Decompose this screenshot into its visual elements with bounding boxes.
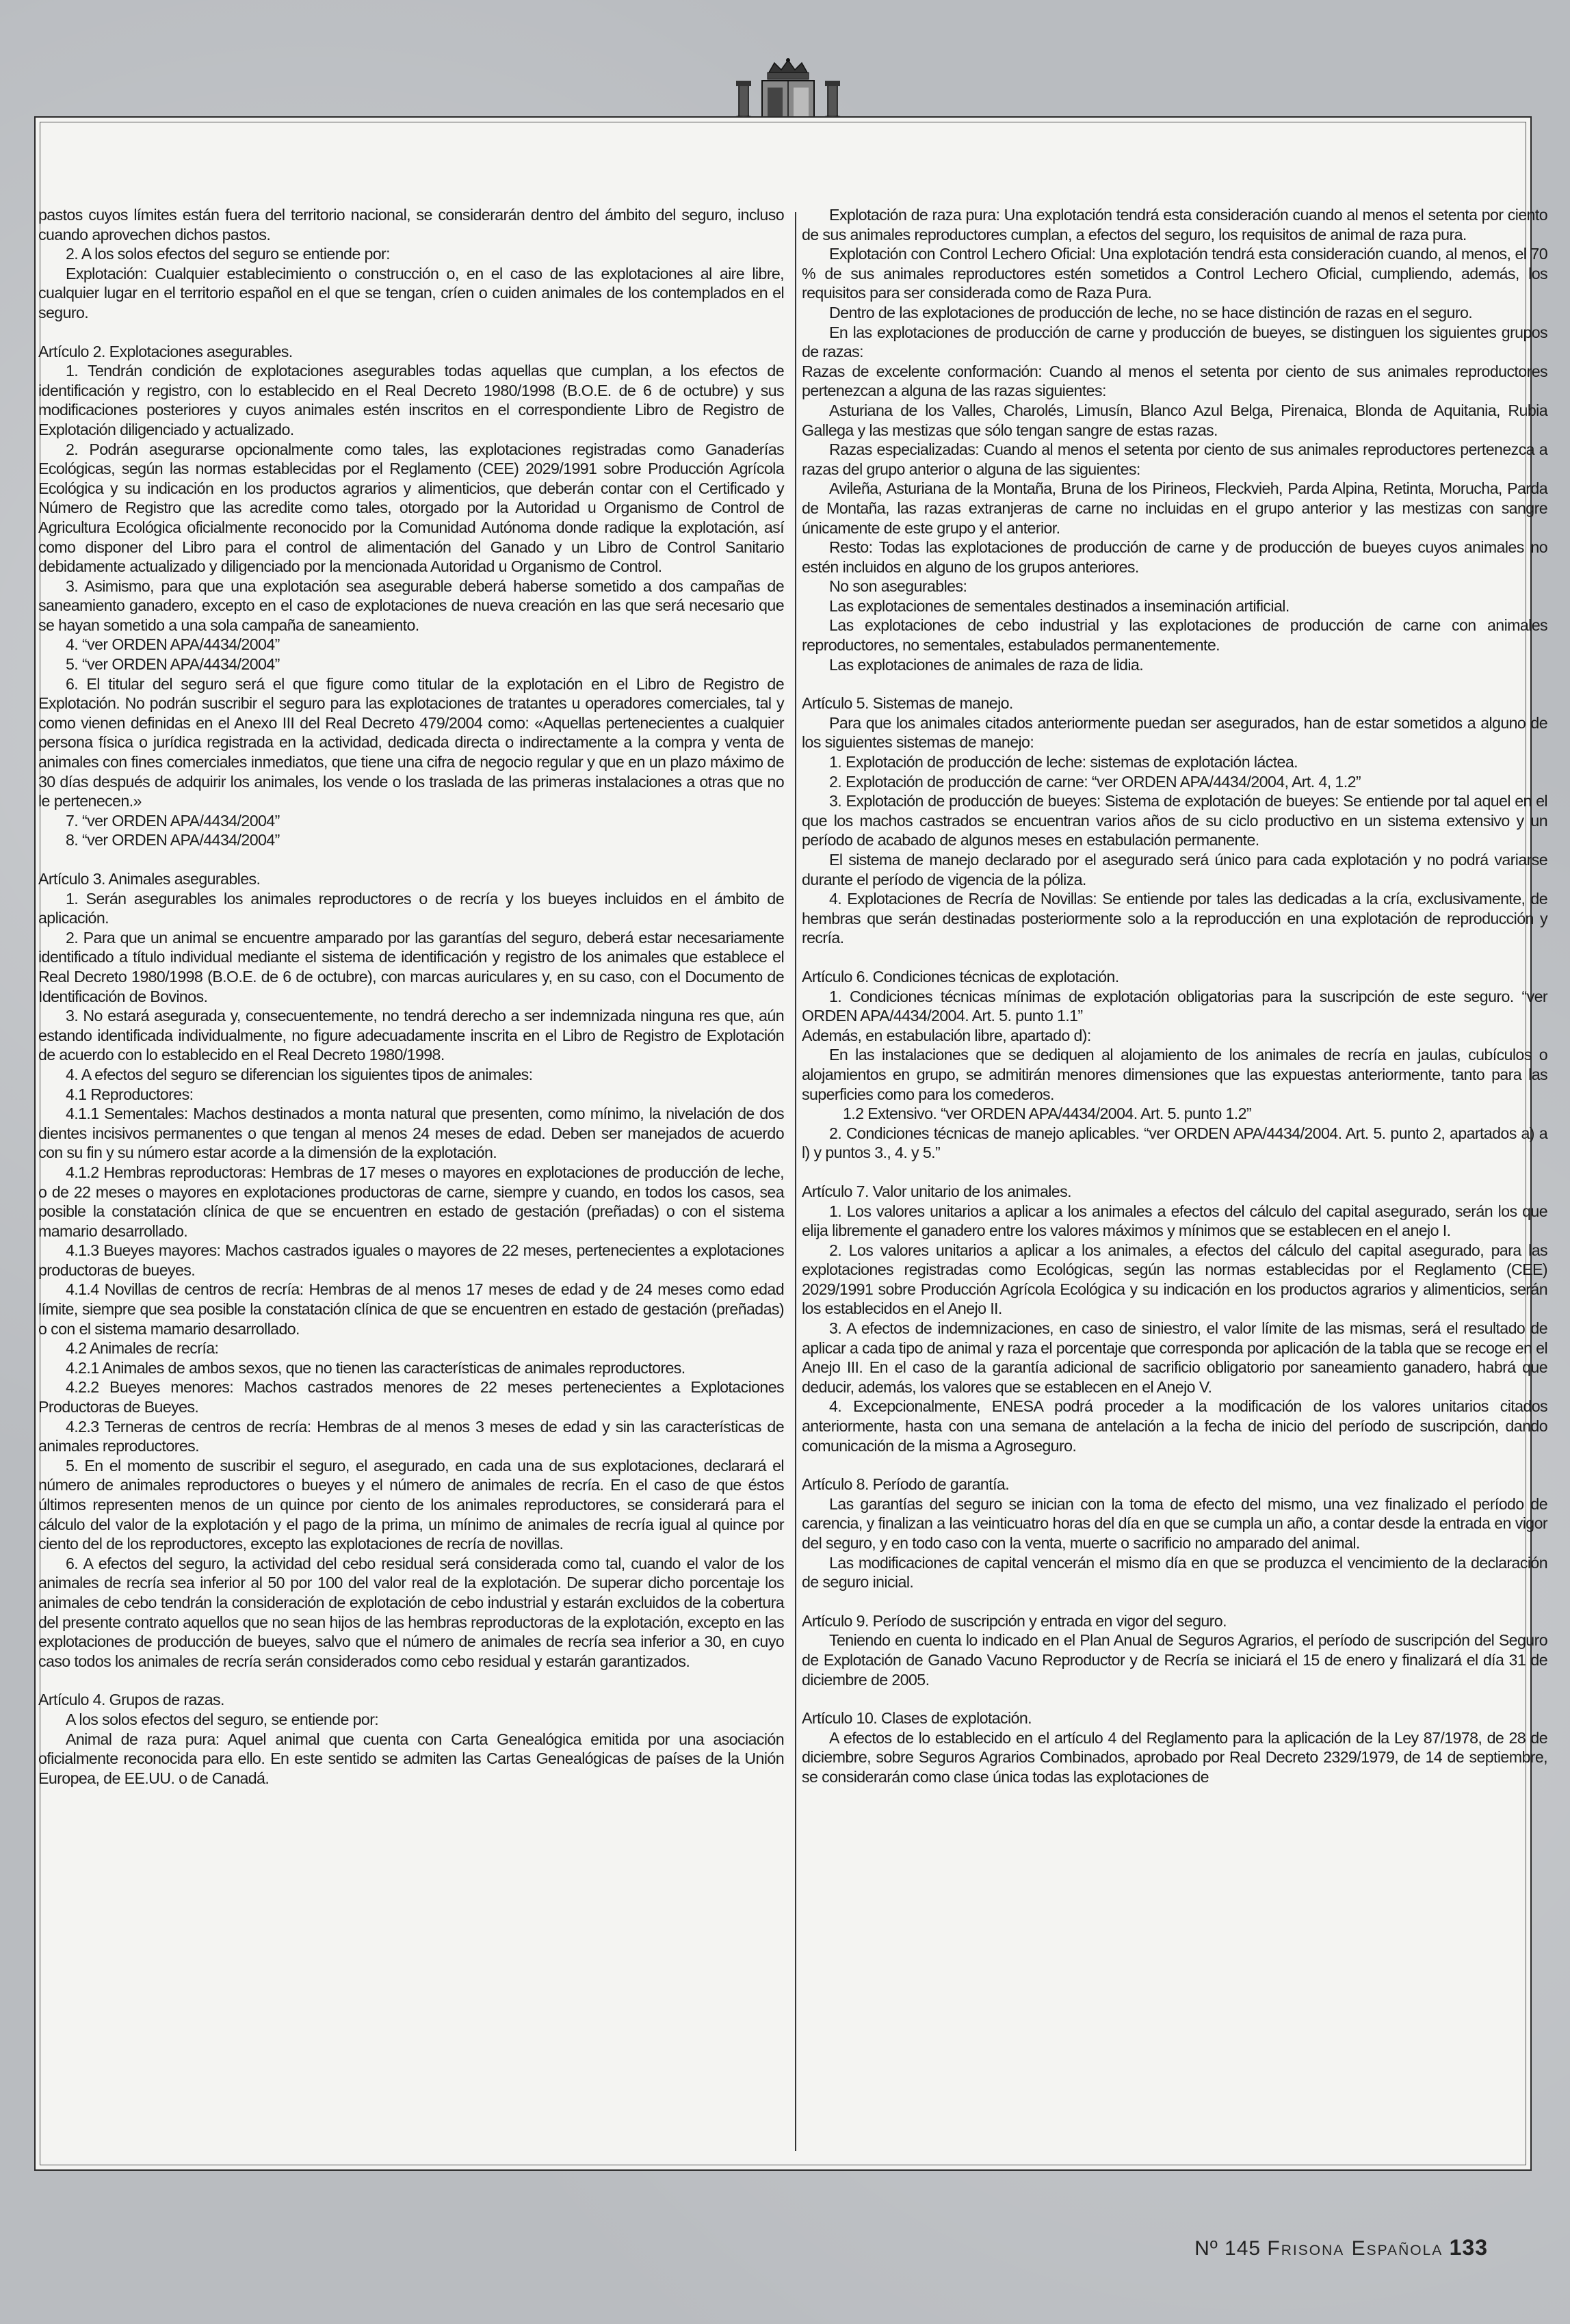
paragraph: 4.1.4 Novillas de centros de recría: Hembras de al menos 17 meses de edad y de 24 meses como edad límite, siempre que sea posible la constatación clínica de que se encuentren en estado de gestación (preñadas) o con el sistema mamario desarrollado. [38, 1280, 784, 1338]
paragraph: Razas de excelente conformación: Cuando al menos el setenta por ciento de sus animales reproductores pertenezcan a alguna de las razas siguientes: [802, 362, 1547, 400]
paragraph: Asturiana de los Valles, Charolés, Limusín, Blanco Azul Belga, Pirenaica, Blonda de Aquitania, Rubia Gallega y las mestizas que sólo tengan sangre de estas razas. [802, 401, 1547, 439]
paragraph: 2. Podrán asegurarse opcionalmente como tales, las explotaciones registradas como Ganaderías Ecológicas, según las normas establecidas por el Reglamento (CEE) 2029/1991 sobre Producción Agrícola Ecológica y su indicación en los productos agrarios y alimenticios, que deberán contar con el Certificado y Número de Registro que las acredite como tales, otorgado por la Autoridad u Organismo de Control de Agricultura Ecológica oficialmente reconocido por la Comunidad Autónoma donde radique la explotación, así como disponer del Libro para el control de alimentación del Ganado y un Libro de Control Sanitario debidamente actualizado y diligenciado por la mencionada Autoridad u Organismo de Control. [38, 440, 784, 576]
paragraph: 4. A efectos del seguro se diferencian los siguientes tipos de animales: [66, 1065, 533, 1083]
article-heading: Artículo 10. Clases de explotación. [802, 1709, 1032, 1728]
paragraph: Teniendo en cuenta lo indicado en el Plan Anual de Seguros Agrarios, el período de suscripción del Seguro de Explotación de Ganado Vacuno Reproductor y de Recría se iniciará el 15 de enero y finalizará el día 31 de diciembre de 2005. [802, 1631, 1547, 1689]
paragraph: El sistema de manejo declarado por el asegurado será único para cada explotación y no podrá variarse durante el período de vigencia de la póliza. [802, 851, 1547, 888]
paragraph: A los solos efectos del seguro, se entiende por: [66, 1710, 379, 1728]
paragraph: Explotación con Control Lechero Oficial: Una explotación tendrá esta consideración cuando, al menos, el 70 % de sus animales reproductores estén sometidos a Control Lechero Oficial, cumpliendo, además, los requisitos para ser considerada como de Raza Pura. [802, 245, 1547, 302]
paragraph: 1. Tendrán condición de explotaciones asegurables todas aquellas que cumplan, a los efectos de identificación y registro, con lo establecido en el Real Decreto 1980/1998 (B.O.E. de 6 de octubre) y sus modificaciones posteriores y cuyos animales estén inscritos en el correspondiente Libro de Registro de Explotación diligenciado y actualizado. [38, 362, 784, 438]
paragraph: Las explotaciones de animales de raza de lidia. [829, 655, 1144, 674]
article-heading: Artículo 2. Explotaciones asegurables. [38, 342, 293, 360]
document-frame [34, 116, 1547, 2171]
paragraph: Las garantías del seguro se inician con la toma de efecto del mismo, una vez finalizado el período de carencia, y finalizan a las veinticuatro horas del día en que se cumpla un año, a contar desde la entrada en vigor del seguro, y en todo caso con la venta, muerte o sacrificio no amparado del animal. [802, 1494, 1547, 1552]
paragraph: En las explotaciones de producción de carne y producción de bueyes, se distinguen los siguientes grupos de razas: [802, 323, 1547, 361]
paragraph: 1. Serán asegurables los animales reproductores o de recría y los bueyes incluidos en el ámbito de aplicación. [38, 889, 784, 927]
paragraph: 1. Explotación de producción de leche: sistemas de explotación láctea. [829, 753, 1298, 771]
paragraph: 4.1 Reproductores: [66, 1085, 194, 1103]
article-heading: Artículo 4. Grupos de razas. [38, 1691, 224, 1709]
paragraph: 7. “ver ORDEN APA/4434/2004” [66, 811, 280, 830]
paragraph: 6. A efectos del seguro, la actividad del cebo residual será considerada como tal, cuando el valor de los animales de recría sea inferior al 50 por 100 del valor real de la explotación. De superar dicho porcentaje los animales de cebo tendrán la consideración de explotación de cebo industrial y estarán excluidos de la cobertura del presente contrato aquellos que no sean hijos de las hembras reproductoras de la explotación, excepto en las explotaciones de producción de bueyes, salvo que el número de animales de recría sea inferior a 30, en cuyo caso todos los animales de recría serán considerados como cebo residual y estarán garantizados. [38, 1554, 784, 1670]
paragraph: Avileña, Asturiana de la Montaña, Bruna de los Pirineos, Fleckvieh, Parda Alpina, Retinta, Morucha, Parda de Montaña, las razas extranjeras de carne no incluidas en el grupo anterior y las mestizas con sangre únicamente de este grupo y el anterior. [802, 479, 1547, 537]
paragraph: 2. Los valores unitarios a aplicar a los animales, a efectos del cálculo del capital asegurado, para las explotaciones registradas como Ecológicas, según las normas establecidas por el Reglamento (CEE) 2029/1991 sobre Producción Agrícola Ecológica y su indicación en los productos agrarios y alimenticios, serán los establecidos en el Anejo II. [802, 1241, 1547, 1318]
right-text-column [802, 205, 1547, 1787]
paragraph: 3. Asimismo, para que una explotación sea asegurable deberá haberse sometido a dos campañas de saneamiento ganadero, excepto en el caso de explotaciones de nueva creación en las que será necesario que se hayan sometido a una sola campaña de saneamiento. [38, 577, 784, 634]
article-heading: Artículo 8. Período de garantía. [802, 1475, 1010, 1494]
article-heading: Artículo 6. Condiciones técnicas de explotación. [802, 967, 1119, 986]
paragraph: 2. Explotación de producción de carne: “ver ORDEN APA/4434/2004, Art. 4, 1.2” [829, 772, 1361, 791]
paragraph: 3. Explotación de producción de bueyes: Sistema de explotación de bueyes: Se entiende por tal aquel en el que los machos castrados se encuentran varios años de su ciclo productivo en un sistema extensivo y un período de acabado de algunos meses en estabulación permanente. [802, 792, 1547, 849]
paragraph: Dentro de las explotaciones de producción de leche, no se hace distinción de razas en el seguro. [829, 303, 1473, 321]
paragraph: 5. “ver ORDEN APA/4434/2004” [66, 655, 280, 674]
paragraph: 5. En el momento de suscribir el seguro, el asegurado, en cada una de sus explotaciones, declarará el número de animales reproductores o bueyes y el número de animales de recría. En el caso de que éstos últimos representen menos de un quince por ciento de los animales reproductores, se considerará para el cálculo del valor de la explotación y el pago de la prima, un mínimo de animales de recría igual al quince por ciento del de los reproductores, excepto las explotaciones de recría de novillas. [38, 1456, 784, 1553]
paragraph: 4.2.3 Terneras de centros de recría: Hembras de al menos 3 meses de edad y sin las características de animales reproductores. [38, 1417, 784, 1455]
article-heading: Artículo 5. Sistemas de manejo. [802, 694, 1013, 713]
paragraph: 3. No estará asegurada y, consecuentemente, no tendrá derecho a ser indemnizada ninguna res que, aún estando identificada individualmente, no figure adecuadamente inscrita en el Libro de Registro de Explotación de acuerdo con lo establecido en el Real Decreto 1980/1998. [38, 1007, 784, 1064]
paragraph: Las explotaciones de sementales destinados a inseminación artificial. [829, 596, 1290, 615]
article-heading: Artículo 3. Animales asegurables. [38, 870, 261, 888]
paragraph: 4.2.1 Animales de ambos sexos, que no tienen las características de animales reproductores. [66, 1358, 685, 1377]
paragraph: No son asegurables: [829, 577, 967, 596]
paragraph: 1.2 Extensivo. “ver ORDEN APA/4434/2004. Art. 5. punto 1.2” [843, 1105, 1252, 1123]
paragraph: Animal de raza pura: Aquel animal que cuenta con Carta Genealógica emitida por una asociación oficialmente reconocida para ello. En este sentido se admiten las Cartas Genealógicas de países de la Unión Europea, de EE.UU. o de Canadá. [38, 1730, 784, 1787]
paragraph: 2. Para que un animal se encuentre amparado por las garantías del seguro, deberá estar necesariamente identificado a título individual mediante el sistema de identificación y registro de los animales que establece el Real Decreto 1980/1998 (B.O.E. de 6 de octubre), con marcas auriculares y, en su caso, con el Documento de Identificación de Bovinos. [38, 928, 784, 1005]
paragraph: 2. Condiciones técnicas de manejo aplicables. “ver ORDEN APA/4434/2004. Art. 5. punto 2, apartados a) a l) y puntos 3., 4. y 5.” [802, 1124, 1547, 1162]
paragraph: 4.2 Animales de recría: [66, 1339, 219, 1358]
paragraph: Además, en estabulación libre, apartado d): [802, 1026, 1091, 1044]
paragraph: Explotación de raza pura: Una explotación tendrá esta consideración cuando al menos el setenta por ciento de sus animales reproductores cumplan, a efectos del seguro, los requisitos de animal de raza pura. [802, 206, 1547, 243]
article-heading: Artículo 9. Período de suscripción y entrada en vigor del seguro. [802, 1611, 1227, 1630]
paragraph: En las instalaciones que se dediquen al alojamiento de los animales de recría en jaulas, cubículos o alojamientos en grupo, se admitirán menores dimensiones que las expuestas anteriormente, tanto para las superficies como para los comederos. [802, 1046, 1547, 1103]
paragraph: Las explotaciones de cebo industrial y las explotaciones de producción de carne con animales reproductores, no sementales, estabulados permanentemente. [802, 616, 1547, 655]
paragraph: 8. “ver ORDEN APA/4434/2004” [66, 831, 280, 849]
article-heading: Artículo 7. Valor unitario de los animales. [802, 1182, 1071, 1200]
left-text-column [38, 205, 784, 1788]
paragraph: 4.2.2 Bueyes menores: Machos castrados menores de 22 meses pertenecientes a Explotaciones Productoras de Bueyes. [38, 1378, 784, 1416]
paragraph: 4.1.1 Sementales: Machos destinados a monta natural que presenten, como mínimo, la nivelación de dos dientes incisivos permanentes o que tengan al menos 24 meses de edad. Deben ser manejados de acuerdo con su fin y su número estar acorde a la dimensión de la explotación. [38, 1105, 784, 1162]
paragraph: A efectos de lo establecido en el artículo 4 del Reglamento para la aplicación de la Ley 87/1978, de 28 de diciembre, sobre Seguros Agrarios Combinados, aprobado por Real Decreto 2329/1979, de 14 de septiembre, se considerarán como clase única todas las explotaciones de [802, 1728, 1547, 1786]
paragraph: 1. Los valores unitarios a aplicar a los animales a efectos del cálculo del capital asegurado, serán los que elija libremente el ganadero entre los valores máximos y mínimos que se establecen en el anejo I. [802, 1202, 1547, 1240]
paragraph: 6. El titular del seguro será el que figure como titular de la explotación en el Libro de Registro de Explotación. No podrán suscribir el seguro para las explotaciones de tratantes u operadores comerciales, tal y como vienen definidas en el Anexo III del Real Decreto 479/2004 como: «Aquellas pertenecientes a cualquier persona física o jurídica registrada en la actividad, dedicada directa o indirectamente a la compra y venta de animales con fines comerciales inmediatos, que tiene una cifra de negocio regular y que en un plazo máximo de 30 días después de adquirir los animales, los vende o los traslada de las primeras instalaciones a otras que no le pertenecen.» [38, 674, 784, 810]
paragraph: Resto: Todas las explotaciones de producción de carne y de producción de bueyes cuyos animales no estén incluidos en alguno de los grupos anteriores. [802, 538, 1547, 576]
paragraph: 4. Excepcionalmente, ENESA podrá proceder a la modificación de los valores unitarios citados anteriormente, hasta con una semana de antelación a la fecha de inicio del período de suscripción, dando comunicación de la misma a Agroseguro. [802, 1397, 1547, 1455]
page-footer [1194, 2235, 1488, 2260]
paragraph: 1. Condiciones técnicas mínimas de explotación obligatorias para la suscripción de este seguro. “ver ORDEN APA/4434/2004. Art. 5. punto 1.1” [802, 987, 1547, 1025]
paragraph: 2. A los solos efectos del seguro se entiende por: [66, 245, 391, 263]
paragraph: Las modificaciones de capital vencerán el mismo día en que se produzca el vencimiento de la declaración de seguro inicial. [802, 1553, 1547, 1592]
column-divider [795, 212, 796, 2151]
paragraph: Explotación: Cualquier establecimiento o construcción o, en el caso de las explotaciones al aire libre, cualquier lugar en el territorio español en el que se tengan, críen o cuiden animales de los contemplados en el seguro. [38, 264, 784, 321]
issue-number: Nº 145 [1194, 2237, 1261, 2260]
page-number: 133 [1449, 2235, 1488, 2260]
paragraph: 3. A efectos de indemnizaciones, en caso de siniestro, el valor límite de las mismas, será el resultado de aplicar a cada tipo de animal y raza el porcentaje que corresponda por aplicación de la tabla que se recoge en el Anejo III. En el caso de la garantía adicional de sacrificio obligatorio por saneamiento ganadero, habrá que deducir, además, los valores que se establecen en el Anejo V. [802, 1319, 1547, 1396]
paragraph: 4.1.3 Bueyes mayores: Machos castrados iguales o mayores de 22 meses, pertenecientes a explotaciones productoras de bueyes. [38, 1241, 784, 1279]
magazine-name: Frisona Española [1267, 2237, 1443, 2260]
paragraph: Para que los animales citados anteriormente puedan ser asegurados, han de estar sometidos a alguno de los siguientes sistemas de manejo: [802, 713, 1547, 752]
paragraph: 4.1.2 Hembras reproductoras: Hembras de 17 meses o mayores en explotaciones de producción de leche, o de 22 meses o mayores en explotaciones productoras de carne, siempre y cuando, en todos los casos, sea posible la constatación clínica de que se encuentren en estado de gestación (preñadas) o con el sistema mamario desarrollado. [38, 1163, 784, 1240]
paragraph: 4. “ver ORDEN APA/4434/2004” [66, 635, 280, 654]
paragraph: 4. Explotaciones de Recría de Novillas: Se entiende por tales las dedicadas a la cría, exclusivamente, de hembras que serán destinadas posteriormente solo a la reproducción en una explotación de reproducción y recría. [802, 890, 1547, 947]
paragraph: Razas especializadas: Cuando al menos el setenta por ciento de sus animales reproductores pertenezca a razas del grupo anterior o alguna de las siguientes: [802, 440, 1547, 478]
paragraph: pastos cuyos límites están fuera del territorio nacional, se considerarán dentro del ámbito del seguro, incluso cuando aprovechen dichos pastos. [38, 206, 784, 243]
